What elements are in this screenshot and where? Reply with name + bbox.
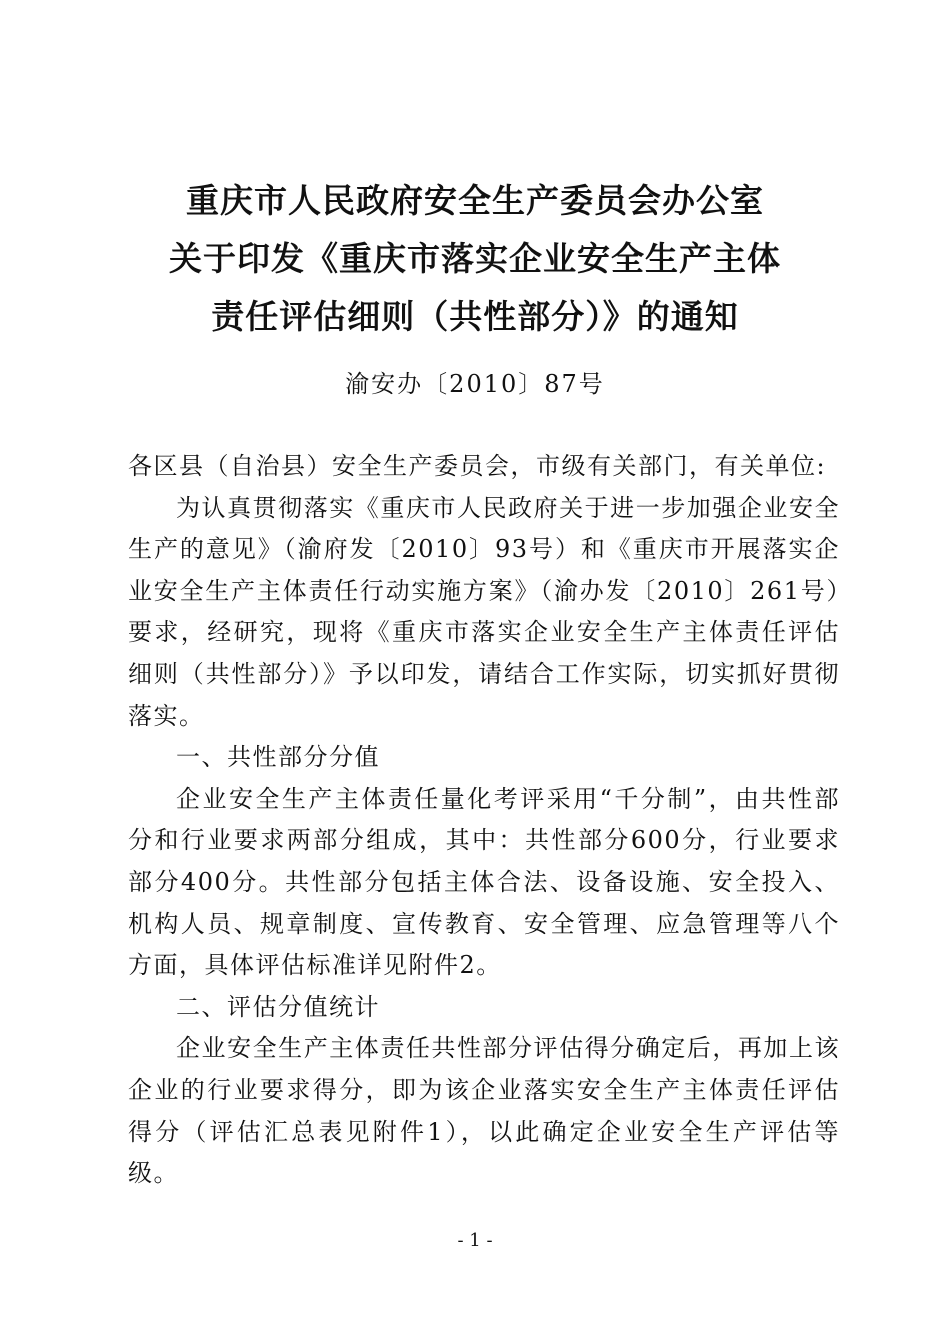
title-line-2: 关于印发《重庆市落实企业安全生产主体 (169, 239, 781, 278)
page-number: - 1 - (457, 1230, 493, 1251)
document-number: 渝安办〔2010〕87号 (345, 370, 605, 398)
section-heading-1: 一、共性部分分值 (176, 743, 380, 772)
title-line-3: 责任评估细则（共性部分）》的通知 (211, 297, 739, 336)
section-heading-2: 二、评估分值统计 (176, 992, 380, 1021)
document-title (0, 172, 950, 346)
paragraph-section-2: 企业安全生产主体责任共性部分评估得分确定后，再加上该企业的行业要求得分，即为该企业落实安全生产主体责任评估得分（评估汇总表见附件1），以此确定企业安全生产评估等级。 (128, 1034, 840, 1188)
salutation: 各区县（自治县）安全生产委员会，市级有关部门，有关单位: (128, 452, 827, 480)
title-line-1: 重庆市人民政府安全生产委员会办公室 (186, 181, 764, 220)
document-body (128, 446, 840, 1195)
paragraph-intro: 为认真贯彻落实《重庆市人民政府关于进一步加强企业安全生产的意见》（渝府发〔2010〕93号）和《重庆市开展落实企业安全生产主体责任行动实施方案》（渝办发〔2010〕261号）要求，经研究，现将《重庆市落实企业安全生产主体责任评估细则（共性部分）》予以印发，请结合工作实际，切实抓好贯彻落实。 (128, 493, 840, 730)
paragraph-section-1: 企业安全生产主体责任量化考评采用“千分制”，由共性部分和行业要求两部分组成，其中：共性部分600分，行业要求部分400分。共性部分包括主体合法、设备设施、安全投入、机构人员、规章制度、宣传教育、安全管理、应急管理等八个方面，具体评估标准详见附件2。 (128, 784, 840, 980)
